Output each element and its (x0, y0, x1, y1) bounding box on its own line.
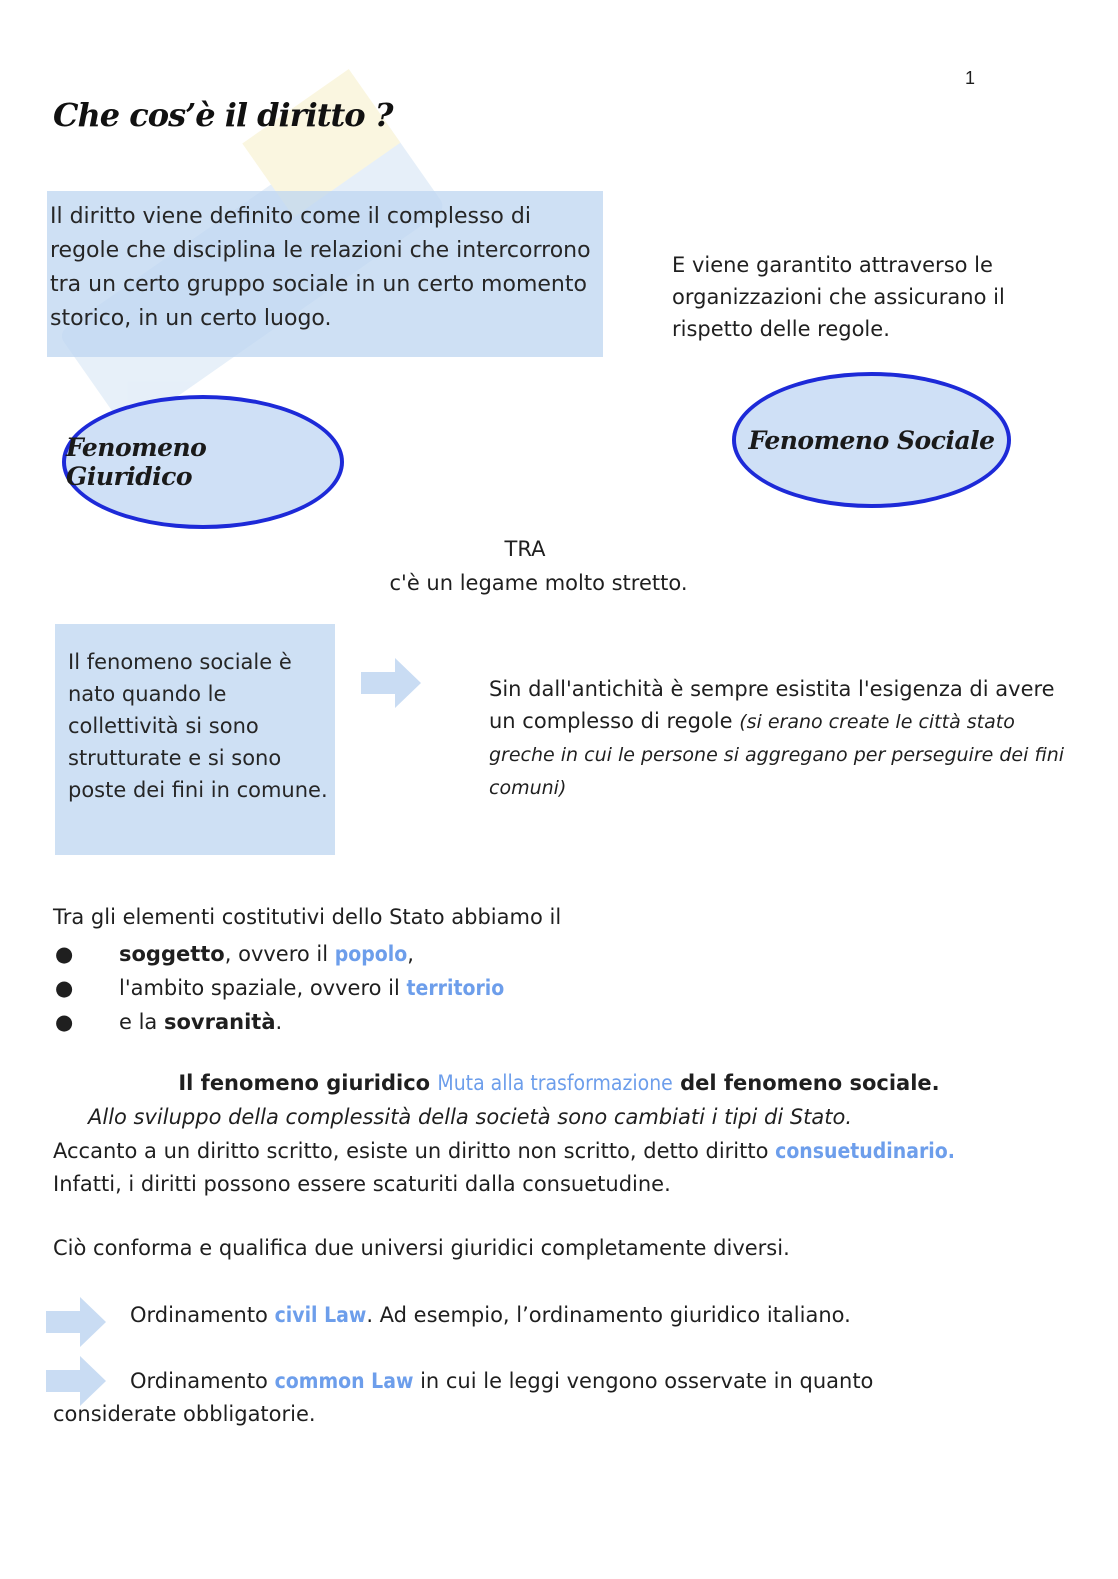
cio-text: Ciò conforma e qualifica due universi giuridici completamente diversi. (53, 1236, 790, 1260)
fenomeno-highlight: Muta alla trasformazione (437, 1071, 673, 1095)
bullet-end: , (407, 942, 414, 966)
fenomeno-line (0, 1071, 1118, 1095)
fenomeno-post: del fenomeno sociale. (672, 1071, 940, 1095)
bullet-bold: sovranità (163, 1010, 276, 1034)
tra-label: TRA (504, 537, 546, 561)
page-number: 1 (965, 68, 976, 88)
accanto-highlight: consuetudinario. (775, 1139, 955, 1163)
bullet-mid: , ovvero il (224, 942, 335, 966)
bullet-pre: e la (119, 1010, 164, 1034)
social-box-text: Il fenomeno sociale è nato quando le collettività si sono strutturate e si sono poste dei fini in comune. (68, 650, 328, 802)
ord1-pre: Ordinamento (130, 1303, 275, 1327)
elements-intro: Tra gli elementi costitutivi dello Stato abbiamo il (53, 905, 562, 929)
bullet-icon: ● (55, 1010, 74, 1034)
accanto-text (53, 1139, 955, 1163)
accanto-pre: Accanto a un diritto scritto, esiste un diritto non scritto, detto diritto (53, 1139, 776, 1163)
bullet-bold: soggetto (119, 942, 225, 966)
ord1-highlight: civil Law (274, 1303, 367, 1327)
bullet-icon: ● (55, 942, 74, 966)
ord2-highlight: common Law (274, 1369, 414, 1393)
allo-text: Allo sviluppo della complessità della società sono cambiati i tipi di Stato. (88, 1105, 853, 1129)
arrow-right-icon (46, 1297, 106, 1347)
bullet-icon: ● (55, 976, 74, 1000)
arrow-right-icon (46, 1356, 106, 1406)
bullet-end: . (275, 1010, 283, 1034)
arrow-right-icon (361, 658, 421, 708)
list-item (53, 1006, 953, 1040)
elements-list (53, 938, 953, 1040)
fenomeno-sociale-ellipse (732, 372, 1011, 508)
fenomeno-giuridico-label: Fenomeno Giuridico (66, 433, 207, 491)
bullet-highlight: territorio (406, 976, 505, 1000)
ord2-post: in cui le leggi vengono osservate in quanto (413, 1369, 874, 1393)
infatti-text: Infatti, i diritti possono essere scaturiti dalla consuetudine. (53, 1172, 671, 1196)
fenomeno-sociale-label: Fenomeno Sociale (748, 425, 995, 455)
ordinamento-civil-law (130, 1303, 851, 1327)
guarantee-text: E viene garantito attraverso le organizzazioni che assicurano il rispetto delle regole. (672, 253, 1005, 341)
antiquity-main: Sin dall'antichità è sempre esistita l'esigenza di avere un complesso di regole (489, 677, 1055, 733)
page-title: Che cos’è il diritto ? (53, 96, 393, 134)
antiquity-text (489, 673, 1069, 804)
fenomeno-giuridico-ellipse (62, 395, 344, 529)
list-item (53, 972, 953, 1006)
bullet-pre: l'ambito spaziale, ovvero il (119, 976, 407, 1000)
ordinamento-common-law-cont: considerate obbligatorie. (53, 1402, 316, 1426)
ordinamento-common-law (130, 1369, 873, 1393)
fenomeno-pre: Il fenomeno giuridico (178, 1071, 438, 1095)
list-item (53, 938, 953, 972)
antiquity-note: (si erano create le città stato greche in cui le persone si aggregano per perseguire dei fini comuni) (489, 711, 1065, 799)
ord2-pre: Ordinamento (130, 1369, 275, 1393)
bullet-highlight: popolo (334, 942, 408, 966)
definition-text: Il diritto viene definito come il complesso di regole che disciplina le relazioni che intercorrono tra un certo gruppo sociale in un certo momento storico, in un certo luogo. (50, 204, 591, 331)
ord1-post: . Ad esempio, l’ordinamento giuridico italiano. (366, 1303, 851, 1327)
legame-text: c'è un legame molto stretto. (389, 571, 688, 595)
